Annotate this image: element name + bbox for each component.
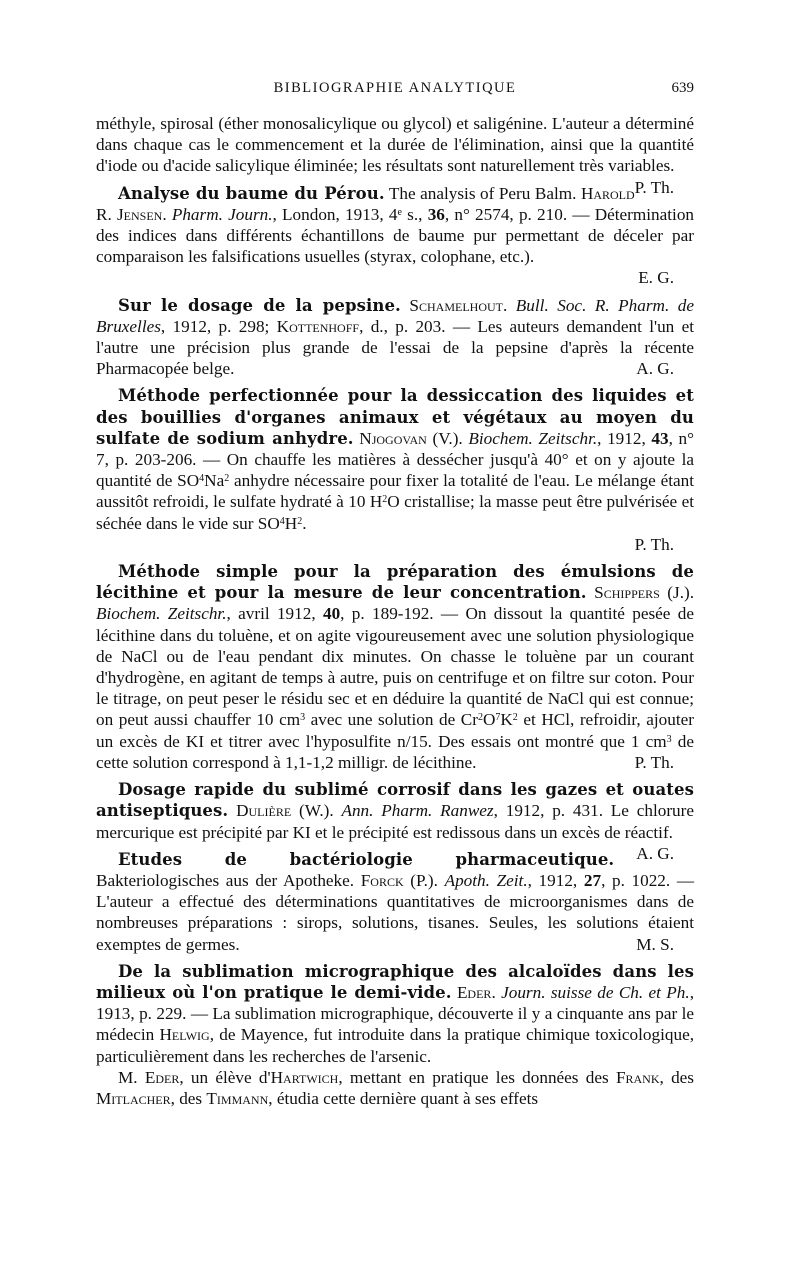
entry-journal: Biochem. Zeitschr. [468, 428, 598, 448]
page-number: 639 [671, 80, 694, 96]
entry-signature: P. Th. [634, 752, 674, 772]
running-head [96, 80, 694, 102]
entry-author: Helwig [159, 1025, 210, 1045]
entry-lecithine [96, 561, 694, 773]
entry-signature: P. Th. [634, 534, 674, 554]
entry-journal: Biochem. Zeitschr. [96, 604, 227, 624]
entry-title: Analyse du baume du Pérou. [118, 183, 385, 203]
entry-author: Kottenhoff [276, 316, 360, 336]
entry-text: méthyle, spirosal (éther monosalicylique ou glycol) et saligénine. L'auteur a déterminé dans chaque cas le commencement et la durée de l'élimination, ainsi que la quantité d'iode ou d'acide salicylique éliminée; les résultats sont naturellement très variables. P. Th. [96, 114, 694, 197]
entry-author: Dulière [236, 801, 292, 821]
entry-bacteriologie [96, 849, 694, 955]
entry-journal: Journ. suisse de Ch. et Ph. [501, 982, 690, 1002]
entry-author: Eder [456, 982, 492, 1002]
entry-text: Méthode perfectionnée pour la dessiccation des liquides et des bouillies d'organes animaux et végétaux au moyen du sulfate de sodium anhydre. Njogovan (V.). Biochem. Zeitschr., 1912, 43, n° 7, p. 203-206. — On chauffe les matières à dessécher jusqu'à 40° et on y ajoute la quantité de $SO^4Na^2$ anhydre nécessaire pour fixer la totalité de l'eau. Le mélange étant aussitôt refroidi, le sulfate hydraté à 10 $H^2O$ cristallise; la masse peut être pulvérisée et séchée dans le vide sur $SO^4H^2$. [96, 386, 694, 533]
page-body [96, 113, 694, 1109]
entry-volume: 43 [651, 428, 669, 448]
entry-text: Méthode simple pour la préparation des émulsions de lécithine et pour la mesure de leur concentration. Schippers (J.). Biochem. Zeitschr., avril 1912, 40, p. 189-192. — On dissout la quantité pesée de lécithine dans du toluène, et on agite vigoureusement avec une solution physiologique de NaCl ou de l'eau pendant dix minutes. On chasse le toluène par un courant d'hydrogène, en agitant de temps à autre, puis on centrifuge et on filtre sur coton. Pour le titrage, on peut peser le résidu sec et en déduire la quantité de NaCl qui est connue; on peut aussi chauffer 10 $cm^3$ avec une solution de $Cr^2O^7K^2$ et HCl, refroidir, ajouter un excès de KI et titrer avec l'hyposulfite n/15. Des essais ont montré que 1 $cm^3$ de cette solution correspond à 1,1-1,2 milligr. de lécithine. P. Th. [96, 562, 695, 772]
entry-text: Dosage rapide du sublimé corrosif dans les gazes et ouates antiseptiques. Dulière (W.). Ann. Pharm. Ranwez, 1912, p. 431. Le chlorure mercurique est précipité par KI et le précipité est redissous dans un excès de réactif. A. G. [96, 780, 694, 863]
entry-author: Timmann [206, 1088, 269, 1108]
entry-text: Analyse du baume du Pérou. The analysis of Peru Balm. Harold R. Jensen. Pharm. Journ., London, 1913, 4e s., 36, n° 2574, p. 210. — Détermination des indices dans différents échantillons de baume pur permettant de déceler par comparaison les falsifications usuelles (styrax, colophane, etc.). [96, 183, 695, 267]
entry-sublimation [96, 961, 694, 1109]
entry-author: Forck [360, 870, 404, 890]
entry-signature: A. G. [636, 843, 674, 863]
entry-author: Njogovan [359, 428, 427, 448]
entry-pepsine [96, 295, 694, 380]
entry-paragraph: M. Eder, un élève d'Hartwich, mettant en pratique les données des Frank, des Mitlacher, des Timmann, étudia cette dernière quant à ses effets [96, 1067, 694, 1108]
entry-text: Sur le dosage de la pepsine. Schamelhout. Bull. Soc. R. Pharm. de Bruxelles, 1912, p. 298; Kottenhoff, d., p. 203. — Les auteurs demandent l'un et l'autre une précision plus grande de l'essai de la pepsine d'après la récente Pharmacopée belge. A. G. [96, 295, 695, 379]
entry-text: Etudes de bactériologie pharmaceutique. Bakteriologisches aus der Apotheke. Forck (P.). Apoth. Zeit., 1912, 27, p. 1022. — L'auteur a effectué des déterminations quantitatives de microorganismes dans de nombreuses préparations : sirops, solutions, tisanes. Seules, les solutions étaient exemptes de germes. M. S. [96, 849, 695, 954]
entry-dessiccation [96, 385, 694, 555]
entry-author: Eder [144, 1067, 180, 1087]
entry-signature: M. S. [636, 934, 674, 954]
entry-title: Etudes de bactériologie pharmaceutique. [118, 849, 615, 869]
entry-author: Harold R. Jensen [96, 183, 635, 224]
entry-signature: A. G. [636, 359, 674, 379]
entry-volume: 40 [322, 604, 341, 624]
entry-title: Dosage rapide du sublimé corrosif dans les gazes et ouates antiseptiques. [96, 780, 694, 821]
entry-title: De la sublimation micrographique des alcaloïdes dans les milieux où l'on pratique le demi-vide. [96, 961, 694, 1002]
entry-title: Méthode perfectionnée pour la dessiccation des liquides et des bouillies d'organes animaux et végétaux au moyen du sulfate de sodium anhydre. [96, 386, 694, 448]
entry-signature: E. G. [638, 268, 674, 288]
entry-journal: Bull. Soc. R. Pharm. de Bruxelles [96, 295, 695, 336]
entry-title: Méthode simple pour la préparation des émulsions de lécithine et pour la mesure de leur concentration. [96, 562, 694, 603]
entry-peru-balm [96, 183, 694, 289]
entry-volume: 27 [583, 870, 602, 890]
entry-title: Sur le dosage de la pepsine. [118, 295, 401, 315]
entry-author: Schamelhout [409, 295, 503, 315]
entry-volume: 36 [427, 204, 445, 224]
entry-journal: Ann. Pharm. Ranwez [341, 801, 494, 821]
entry-author: Mitlacher [96, 1088, 171, 1108]
entry-author: Hartwich [270, 1067, 339, 1087]
entry-author: Schippers [594, 583, 660, 603]
entry-journal: Apoth. Zeit. [444, 870, 528, 890]
entry-signature: P. Th. [634, 177, 674, 197]
entry-journal: Pharm. Journ. [171, 204, 273, 224]
entry-text: De la sublimation micrographique des alcaloïdes dans les milieux où l'on pratique le demi-vide. Eder. Journ. suisse de Ch. et Ph., 1913, p. 229. — La sublimation micrographique, découverte il y a cinquante ans par le médecin Helwig, de Mayence, fut introduite dans la pratique chimique toxicologique, particulièrement dans les recherches de l'arsenic. [96, 961, 695, 1066]
running-title: BIBLIOGRAPHIE ANALYTIQUE [273, 80, 517, 96]
entry-author: Frank [615, 1067, 660, 1087]
